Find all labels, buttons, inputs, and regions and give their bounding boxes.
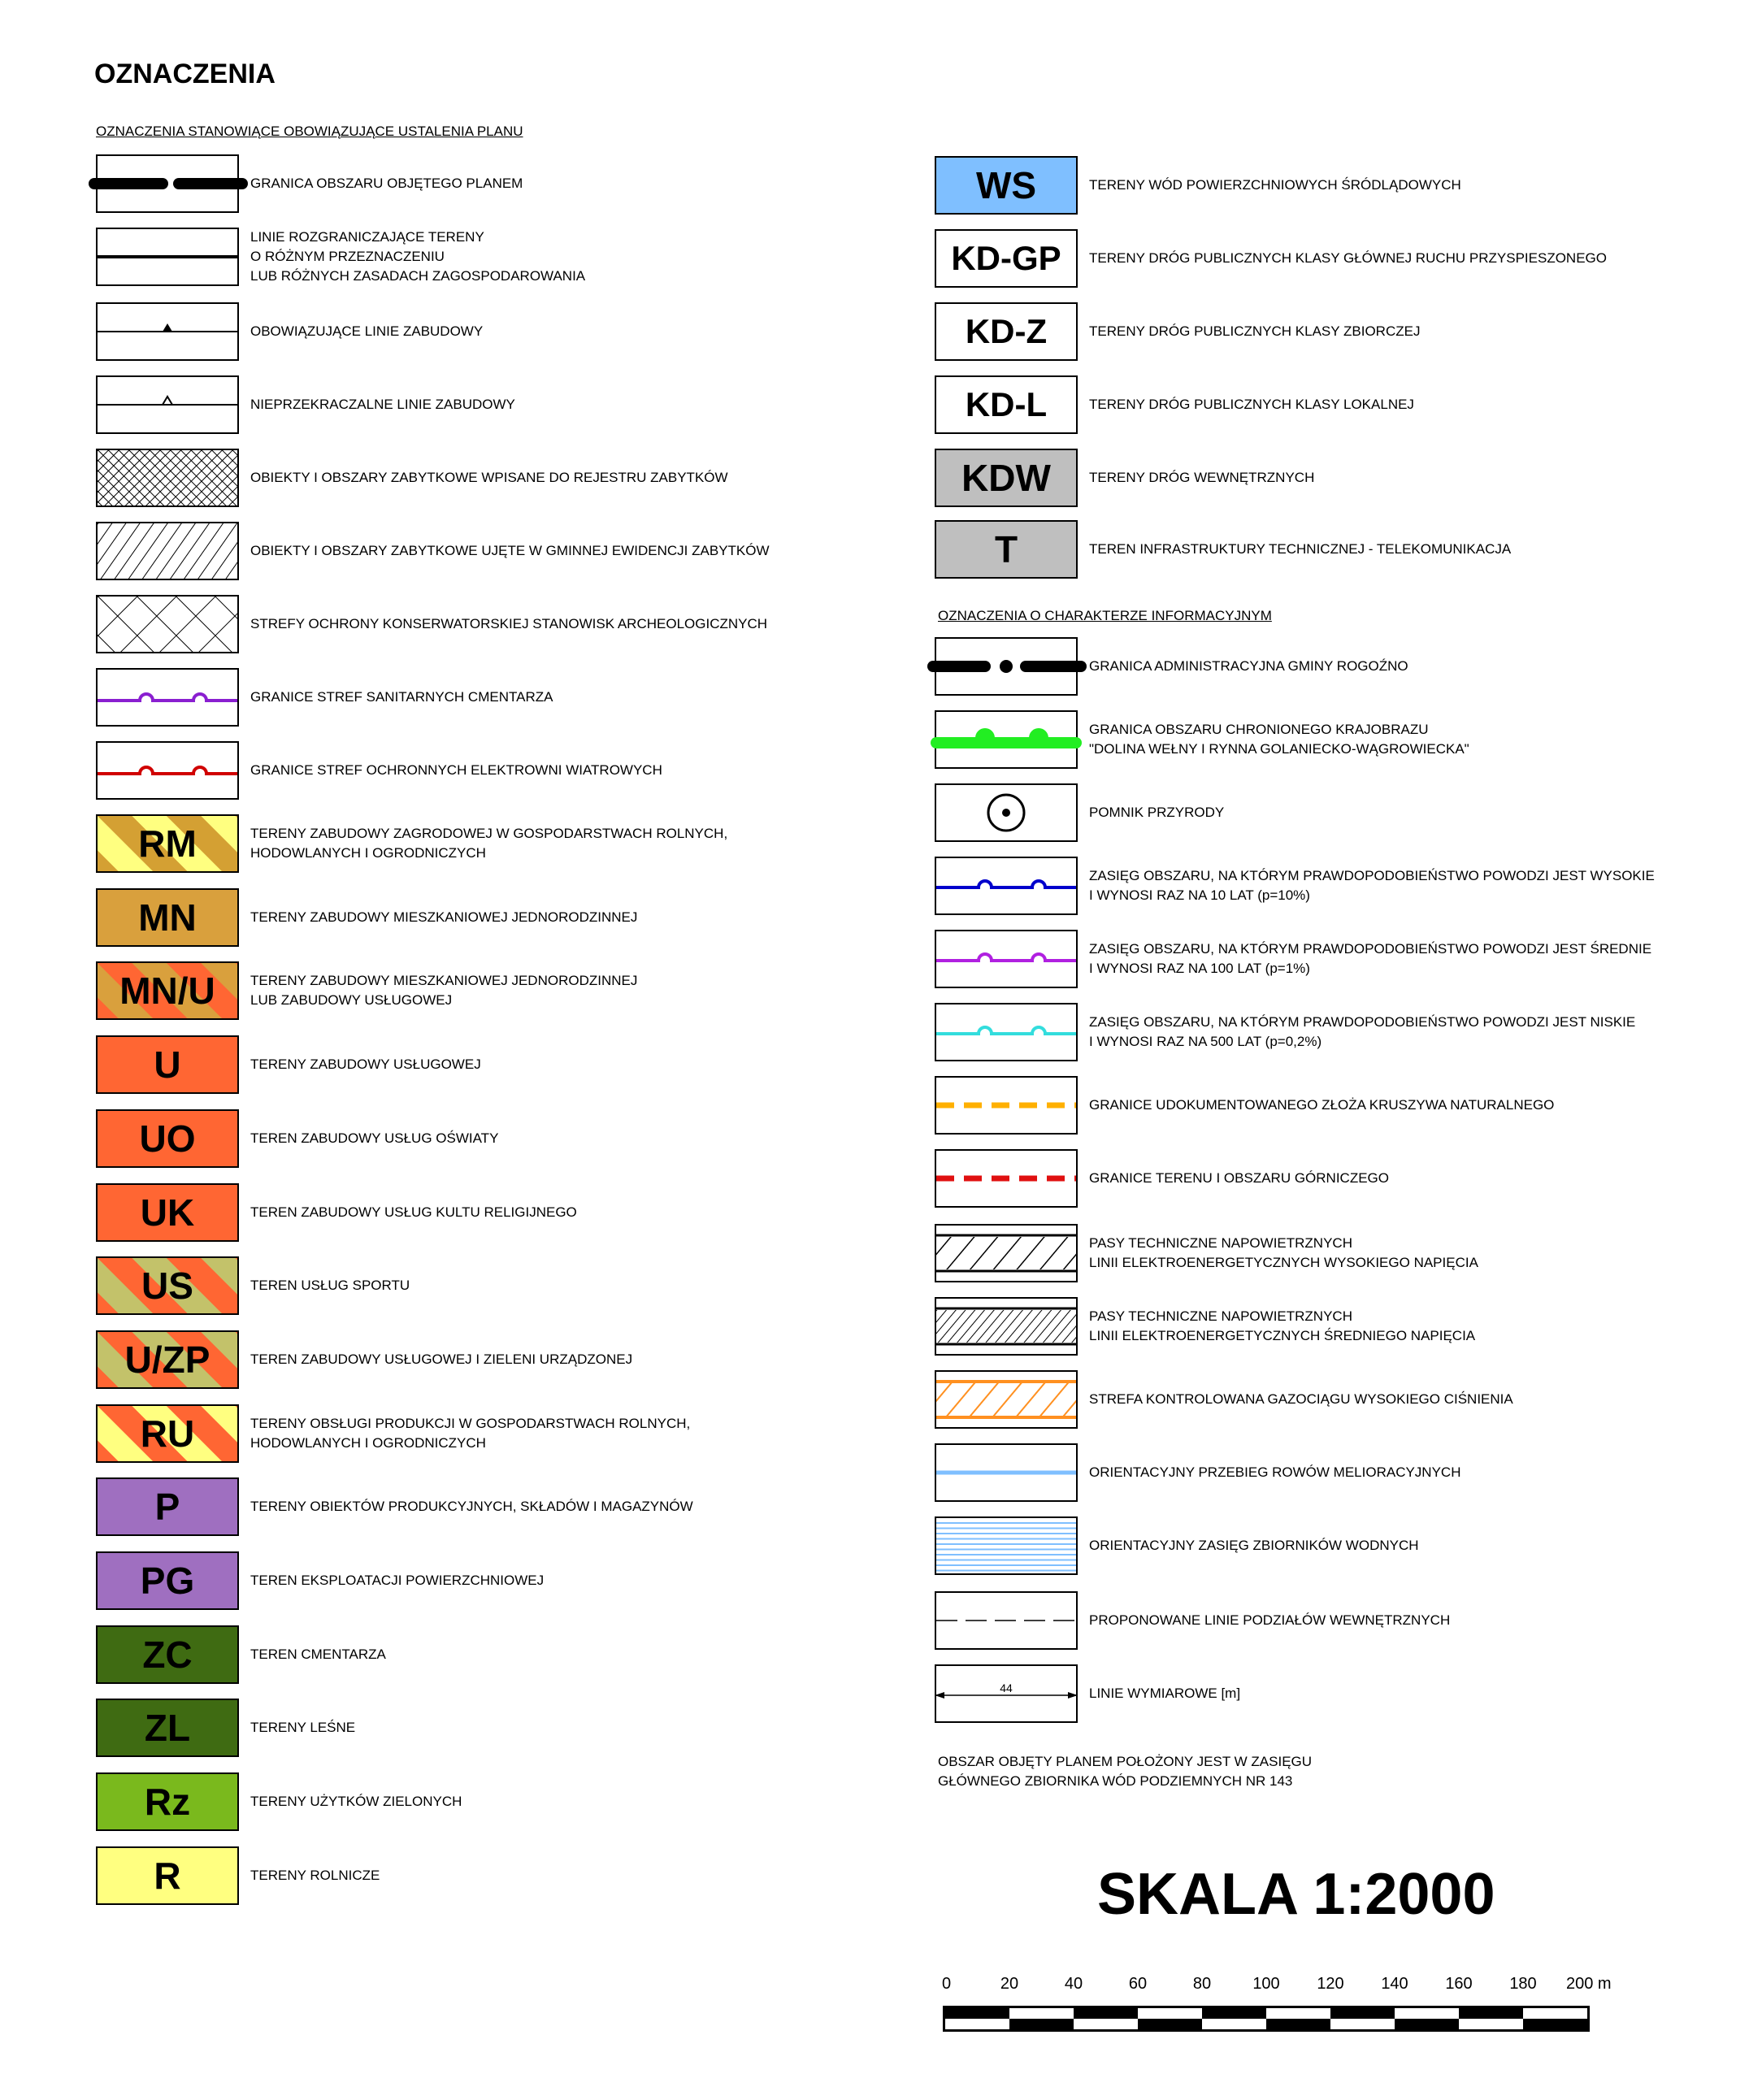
legend-symbol-graphic [98, 523, 237, 579]
legend-symbol-graphic [98, 597, 237, 652]
zone-item-symbol [96, 1256, 239, 1315]
legend-item-symbol [96, 375, 239, 434]
zone-item [96, 1404, 909, 1463]
description-line: GRANICE TERENU I OBSZARU GÓRNICZEGO [1089, 1170, 1390, 1186]
zone-item [96, 1330, 909, 1389]
info-item-description [1089, 1664, 1240, 1723]
zone-item [96, 814, 909, 873]
info-item [935, 710, 1747, 769]
info-item-description [1089, 1591, 1450, 1650]
zone-item [96, 1256, 909, 1315]
info-item [935, 1297, 1747, 1356]
info-item [935, 857, 1747, 915]
info-item-symbol [935, 1003, 1078, 1061]
description-line: LUB RÓŻNYCH ZASADACH ZAGOSPODAROWANIA [250, 268, 586, 284]
zone-item-symbol [935, 229, 1078, 288]
zone-item-symbol [935, 375, 1078, 434]
description-line: TEREN EKSPLOATACJI POWIERZCHNIOWEJ [250, 1573, 545, 1588]
info-item-description [1089, 1297, 1475, 1356]
zone-item-symbol [96, 1625, 239, 1684]
scale-tick-label: 180 [1509, 1975, 1537, 1993]
scale-tick-label: 60 [1128, 1975, 1148, 1993]
description-line: POMNIK PRZYRODY [1089, 805, 1225, 820]
info-item-description [1089, 857, 1655, 915]
description-line: TERENY ZABUDOWY MIESZKANIOWEJ JEDNORODZINNEJ [250, 909, 638, 925]
zone-code: Rz [144, 1781, 191, 1823]
zone-item-symbol [935, 156, 1078, 215]
info-item-description [1089, 1443, 1460, 1502]
scale-tick-label: 20 [1000, 1975, 1019, 1993]
description-line: GRANICA OBSZARU OBJĘTEGO PLANEM [250, 176, 523, 191]
description-line: LINIE WYMIAROWE [m] [1089, 1686, 1241, 1701]
zone-item-description [1089, 156, 1461, 215]
description-line: TERENY DRÓG PUBLICZNYCH KLASY LOKALNEJ [1089, 397, 1414, 412]
legend-item [96, 375, 909, 434]
info-item-symbol [935, 1076, 1078, 1135]
description-line: "DOLINA WEŁNY I RYNNA GOLANIECKO-WĄGROWIECKA" [1089, 741, 1469, 757]
zone-item-description [250, 814, 727, 873]
zone-item [96, 1551, 909, 1610]
info-symbol-graphic [936, 1299, 1076, 1354]
zone-item [96, 1625, 909, 1684]
legend-item [96, 449, 909, 507]
legend-item [96, 522, 909, 580]
legend-item-description [250, 595, 767, 653]
description-line: TERENY ZABUDOWY ZAGRODOWEJ W GOSPODARSTWACH ROLNYCH, [250, 826, 728, 841]
description-line: TERENY ZABUDOWY MIESZKANIOWEJ JEDNORODZINNEJ [250, 973, 638, 988]
description-line: TEREN ZABUDOWY USŁUG KULTU RELIGIJNEGO [250, 1204, 577, 1220]
legend-item [96, 228, 909, 286]
section-informative-header: OZNACZENIA O CHARAKTERZE INFORMACYJNYM [938, 608, 1272, 623]
legend-item-symbol [96, 741, 239, 800]
legend-item [96, 595, 909, 653]
scale-bar-graphic [945, 2008, 1587, 2029]
zone-code: RU [140, 1412, 195, 1455]
description-line: TEREN CMENTARZA [250, 1647, 386, 1662]
legend-item [96, 741, 909, 800]
description-line: STREFA KONTROLOWANA GAZOCIĄGU WYSOKIEGO CIŚNIENIA [1089, 1391, 1513, 1407]
description-line: GRANICA OBSZARU CHRONIONEGO KRAJOBRAZU [1089, 722, 1429, 737]
info-item-description [1089, 1149, 1389, 1208]
info-symbol-graphic [936, 1151, 1076, 1206]
legend-symbol-graphic [98, 304, 237, 359]
info-item [935, 637, 1747, 696]
description-line: LUB ZABUDOWY USŁUGOWEJ [250, 992, 453, 1008]
info-symbol-graphic [936, 712, 1076, 767]
legend-item-description [250, 375, 515, 434]
description-line: ORIENTACYJNY PRZEBIEG ROWÓW MELIORACYJNYCH [1089, 1464, 1461, 1480]
dimension-sample: 44 [1000, 1681, 1013, 1694]
zone-code: ZL [144, 1707, 191, 1749]
legend-item-description [250, 228, 585, 286]
legend-symbol-graphic [98, 156, 237, 211]
scale-tick-label: 0 [942, 1975, 952, 1993]
zone-item-description [250, 1551, 544, 1610]
zone-item-symbol [935, 449, 1078, 507]
description-line: TEREN ZABUDOWY USŁUG OŚWIATY [250, 1130, 499, 1146]
description-line: TEREN INFRASTRUKTURY TECHNICZNEJ - TELEKOMUNIKACJA [1089, 541, 1512, 557]
description-line: PASY TECHNICZNE NAPOWIETRZNYCH [1089, 1235, 1352, 1251]
zone-item-symbol [96, 1109, 239, 1168]
legend-item-description [250, 741, 662, 800]
zone-item-description [250, 1772, 462, 1831]
zone-item [96, 1846, 909, 1905]
zone-item-symbol [96, 1404, 239, 1463]
info-item-symbol [935, 710, 1078, 769]
zone-item-symbol [96, 1699, 239, 1757]
description-line: ZASIĘG OBSZARU, NA KTÓRYM PRAWDOPODOBIEŃSTWO POWODZI JEST WYSOKIE [1089, 868, 1655, 883]
zone-item-description [250, 1035, 481, 1094]
description-line: PROPONOWANE LINIE PODZIAŁÓW WEWNĘTRZNYCH [1089, 1612, 1451, 1628]
legend-item [96, 668, 909, 727]
description-line: OBIEKTY I OBSZARY ZABYTKOWE UJĘTE W GMINNEJ EWIDENCJI ZABYTKÓW [250, 543, 770, 558]
zone-code: R [154, 1855, 181, 1897]
zone-code: PG [140, 1560, 195, 1602]
zone-code: KD-GP [951, 239, 1061, 277]
zone-item-description [1089, 229, 1607, 288]
description-line: TERENY LEŚNE [250, 1720, 356, 1735]
legend-title: OZNACZENIA [94, 59, 276, 89]
zone-code: U/ZP [124, 1339, 210, 1381]
zone-item-description [250, 1256, 410, 1315]
description-line: OBOWIĄZUJĄCE LINIE ZABUDOWY [250, 323, 484, 339]
scale-tick-label: 200 m [1566, 1975, 1612, 1993]
scale-bar [943, 2006, 1590, 2032]
zone-code: US [141, 1265, 193, 1307]
scale-title: SKALA 1:2000 [1097, 1862, 1495, 1927]
info-item-symbol [935, 930, 1078, 988]
zone-item [96, 1477, 909, 1536]
description-line: TERENY WÓD POWIERZCHNIOWYCH ŚRÓDLĄDOWYCH [1089, 177, 1461, 193]
info-item-symbol [935, 783, 1078, 842]
note-line: GŁÓWNEGO ZBIORNIKA WÓD PODZIEMNYCH NR 143 [938, 1773, 1293, 1789]
zone-code: RM [138, 822, 197, 865]
zone-item-symbol [96, 1035, 239, 1094]
info-item-description [1089, 930, 1651, 988]
info-item-symbol [935, 637, 1078, 696]
legend-symbol-graphic [98, 229, 237, 284]
scale-tick-label: 100 [1252, 1975, 1280, 1993]
zone-item-symbol [96, 961, 239, 1020]
gzwp-note [938, 1752, 1312, 1791]
description-line: PASY TECHNICZNE NAPOWIETRZNYCH [1089, 1308, 1352, 1324]
zone-item [96, 1183, 909, 1242]
info-item [935, 1224, 1747, 1282]
zone-item [96, 1109, 909, 1168]
info-item [935, 1149, 1747, 1208]
info-item [935, 930, 1747, 988]
zone-code: MN [138, 896, 197, 939]
zone-item-description [250, 1183, 577, 1242]
info-symbol-graphic [936, 785, 1076, 840]
zone-item-description [250, 961, 637, 1020]
zone-item-description [250, 1330, 632, 1389]
info-symbol-graphic [936, 1593, 1076, 1648]
info-item-description [1089, 710, 1469, 769]
legend-item-symbol [96, 595, 239, 653]
zone-item-description [250, 1699, 355, 1757]
zone-code: ZC [142, 1634, 193, 1676]
description-line: LINIE ROZGRANICZAJĄCE TERENY [250, 229, 484, 245]
description-line: O RÓŻNYM PRZEZNACZENIU [250, 249, 445, 264]
info-item [935, 1516, 1747, 1575]
zone-item-description [250, 1625, 386, 1684]
info-item [935, 783, 1747, 842]
description-line: TERENY DRÓG PUBLICZNYCH KLASY ZBIORCZEJ [1089, 323, 1421, 339]
scale-segment [1009, 2019, 1074, 2029]
info-symbol-graphic [936, 1226, 1076, 1281]
description-line: TERENY OBIEKTÓW PRODUKCYJNYCH, SKŁADÓW I MAGAZYNÓW [250, 1499, 693, 1514]
scale-tick-label: 140 [1381, 1975, 1408, 1993]
info-symbol-graphic [936, 1078, 1076, 1133]
scale-segment [1074, 2008, 1138, 2019]
zone-item [935, 520, 1747, 579]
info-symbol-graphic [936, 931, 1076, 987]
description-line: GRANICE UDOKUMENTOWANEGO ZŁOŻA KRUSZYWA NATURALNEGO [1089, 1097, 1555, 1113]
zone-item [935, 375, 1747, 434]
description-line: TERENY ROLNICZE [250, 1868, 380, 1883]
zone-item [96, 1035, 909, 1094]
zone-item-description [250, 1477, 693, 1536]
info-symbol-graphic [936, 1004, 1076, 1060]
zone-item [96, 961, 909, 1020]
legend-symbol-graphic [98, 377, 237, 432]
description-line: TEREN ZABUDOWY USŁUGOWEJ I ZIELENI URZĄDZONEJ [250, 1352, 633, 1367]
info-item-symbol [935, 1149, 1078, 1208]
info-item [935, 1370, 1747, 1429]
info-item-description [1089, 637, 1408, 696]
legend-item-symbol [96, 668, 239, 727]
legend-item-symbol [96, 522, 239, 580]
info-item-symbol [935, 1443, 1078, 1502]
info-item-symbol [935, 1297, 1078, 1356]
description-line: TERENY DRÓG PUBLICZNYCH KLASY GŁÓWNEJ RUCHU PRZYSPIESZONEGO [1089, 250, 1607, 266]
zone-code: T [994, 528, 1018, 571]
description-line: ORIENTACYJNY ZASIĘG ZBIORNIKÓW WODNYCH [1089, 1538, 1419, 1553]
description-line: I WYNOSI RAZ NA 100 LAT (p=1%) [1089, 961, 1310, 976]
description-line: HODOWLANYCH I OGRODNICZYCH [250, 845, 486, 861]
description-line: TERENY ZABUDOWY USŁUGOWEJ [250, 1057, 481, 1072]
scale-segment [1138, 2019, 1202, 2029]
legend-item-description [250, 668, 553, 727]
description-line: HODOWLANYCH I OGRODNICZYCH [250, 1435, 486, 1451]
info-item-description [1089, 1370, 1513, 1429]
info-item-description [1089, 1076, 1554, 1135]
legend-item [96, 302, 909, 361]
legend-item-symbol [96, 449, 239, 507]
zone-item-description [1089, 449, 1314, 507]
scale-segment [1459, 2008, 1523, 2019]
description-line: OBIEKTY I OBSZARY ZABYTKOWE WPISANE DO REJESTRU ZABYTKÓW [250, 470, 728, 485]
description-line: TERENY UŻYTKÓW ZIELONYCH [250, 1794, 462, 1809]
zone-item [935, 229, 1747, 288]
info-item-symbol [935, 857, 1078, 915]
zone-item-symbol [96, 888, 239, 947]
zone-code: U [154, 1043, 181, 1086]
description-line: LINII ELEKTROENERGETYCZNYCH ŚREDNIEGO NAPIĘCIA [1089, 1328, 1476, 1343]
info-item-symbol [935, 1370, 1078, 1429]
zone-item [96, 1772, 909, 1831]
info-item-description [1089, 783, 1224, 842]
zone-item-description [1089, 520, 1511, 579]
description-line: STREFY OCHRONY KONSERWATORSKIEJ STANOWISK ARCHEOLOGICZNYCH [250, 616, 768, 631]
legend-item [96, 154, 909, 213]
zone-code: UO [139, 1117, 196, 1160]
info-item-symbol [935, 1591, 1078, 1650]
scale-tick-label: 80 [1192, 1975, 1212, 1993]
legend-symbol-graphic [98, 450, 237, 505]
description-line: ZASIĘG OBSZARU, NA KTÓRYM PRAWDOPODOBIEŃSTWO POWODZI JEST ŚREDNIE [1089, 941, 1652, 957]
scale-segment [1395, 2019, 1459, 2029]
scale-segment [1330, 2008, 1395, 2019]
legend-item-description [250, 302, 483, 361]
description-line: LINII ELEKTROENERGETYCZNYCH WYSOKIEGO NAPIĘCIA [1089, 1255, 1478, 1270]
scale-segment [945, 2008, 1009, 2019]
zone-item-symbol [96, 1330, 239, 1389]
zone-item-description [250, 1846, 380, 1905]
zone-code: KD-Z [965, 312, 1048, 350]
zone-item-symbol [96, 1772, 239, 1831]
description-line: I WYNOSI RAZ NA 500 LAT (p=0,2%) [1089, 1034, 1322, 1049]
scale-tick-label: 160 [1445, 1975, 1473, 1993]
zone-item-description [250, 888, 637, 947]
info-item [935, 1664, 1747, 1723]
zone-item-symbol [935, 302, 1078, 361]
info-item-symbol [935, 1664, 1078, 1723]
zone-item-symbol [96, 1477, 239, 1536]
legend-item-symbol [96, 154, 239, 213]
legend-symbol-graphic [98, 743, 237, 798]
info-item-description [1089, 1516, 1419, 1575]
zone-code: WS [975, 164, 1037, 206]
legend-item-description [250, 449, 728, 507]
note-line: OBSZAR OBJĘTY PLANEM POŁOŻONY JEST W ZASIĘGU [938, 1754, 1313, 1769]
zone-item-description [250, 1109, 498, 1168]
info-item-symbol [935, 1224, 1078, 1282]
description-line: TERENY OBSŁUGI PRODUKCJI W GOSPODARSTWACH ROLNYCH, [250, 1416, 691, 1431]
info-item [935, 1076, 1747, 1135]
zone-item-description [250, 1404, 690, 1463]
info-symbol-graphic [936, 858, 1076, 913]
legend-item-description [250, 522, 770, 580]
info-item-description [1089, 1224, 1478, 1282]
description-line: NIEPRZEKRACZALNE LINIE ZABUDOWY [250, 397, 515, 412]
scale-tick-label: 40 [1064, 1975, 1083, 1993]
zone-code: KD-L [965, 385, 1048, 423]
zone-item-description [1089, 302, 1420, 361]
info-symbol-graphic [936, 639, 1076, 694]
zone-item-symbol [96, 1551, 239, 1610]
legend-item-symbol [96, 302, 239, 361]
section-binding-header: OZNACZENIA STANOWIĄCE OBOWIĄZUJĄCE USTALENIA PLANU [96, 124, 523, 139]
description-line: GRANICE STREF OCHRONNYCH ELEKTROWNI WIATROWYCH [250, 762, 662, 778]
info-symbol-graphic [936, 1518, 1076, 1573]
zone-item-description [1089, 375, 1414, 434]
description-line: ZASIĘG OBSZARU, NA KTÓRYM PRAWDOPODOBIEŃSTWO POWODZI JEST NISKIE [1089, 1014, 1636, 1030]
scale-segment [1266, 2019, 1330, 2029]
zone-item [96, 888, 909, 947]
info-item [935, 1443, 1747, 1502]
description-line: TERENY DRÓG WEWNĘTRZNYCH [1089, 470, 1315, 485]
zone-item [935, 156, 1747, 215]
info-item-symbol [935, 1516, 1078, 1575]
legend-item-description [250, 154, 523, 213]
description-line: GRANICE STREF SANITARNYCH CMENTARZA [250, 689, 553, 705]
zone-code: KDW [961, 457, 1051, 499]
info-symbol-graphic [936, 1445, 1076, 1500]
info-symbol-graphic [936, 1372, 1076, 1427]
info-symbol-graphic [936, 1666, 1076, 1721]
zone-item-symbol [96, 814, 239, 873]
zone-code: UK [140, 1191, 195, 1234]
description-line: TEREN USŁUG SPORTU [250, 1278, 410, 1293]
info-item [935, 1003, 1747, 1061]
zone-code: P [154, 1486, 180, 1528]
info-item-description [1089, 1003, 1635, 1061]
zone-item [935, 302, 1747, 361]
scale-segment [1202, 2008, 1266, 2019]
legend-symbol-graphic [98, 670, 237, 725]
zone-item-symbol [96, 1846, 239, 1905]
scale-tick-label: 120 [1317, 1975, 1344, 1993]
zone-code: MN/U [119, 970, 215, 1012]
description-line: GRANICA ADMINISTRACYJNA GMINY ROGOŹNO [1089, 658, 1408, 674]
zone-item [96, 1699, 909, 1757]
description-line: I WYNOSI RAZ NA 10 LAT (p=10%) [1089, 887, 1310, 903]
info-item [935, 1591, 1747, 1650]
zone-item [935, 449, 1747, 507]
scale-segment [1523, 2019, 1587, 2029]
zone-item-symbol [96, 1183, 239, 1242]
zone-item-symbol [935, 520, 1078, 579]
legend-item-symbol [96, 228, 239, 286]
